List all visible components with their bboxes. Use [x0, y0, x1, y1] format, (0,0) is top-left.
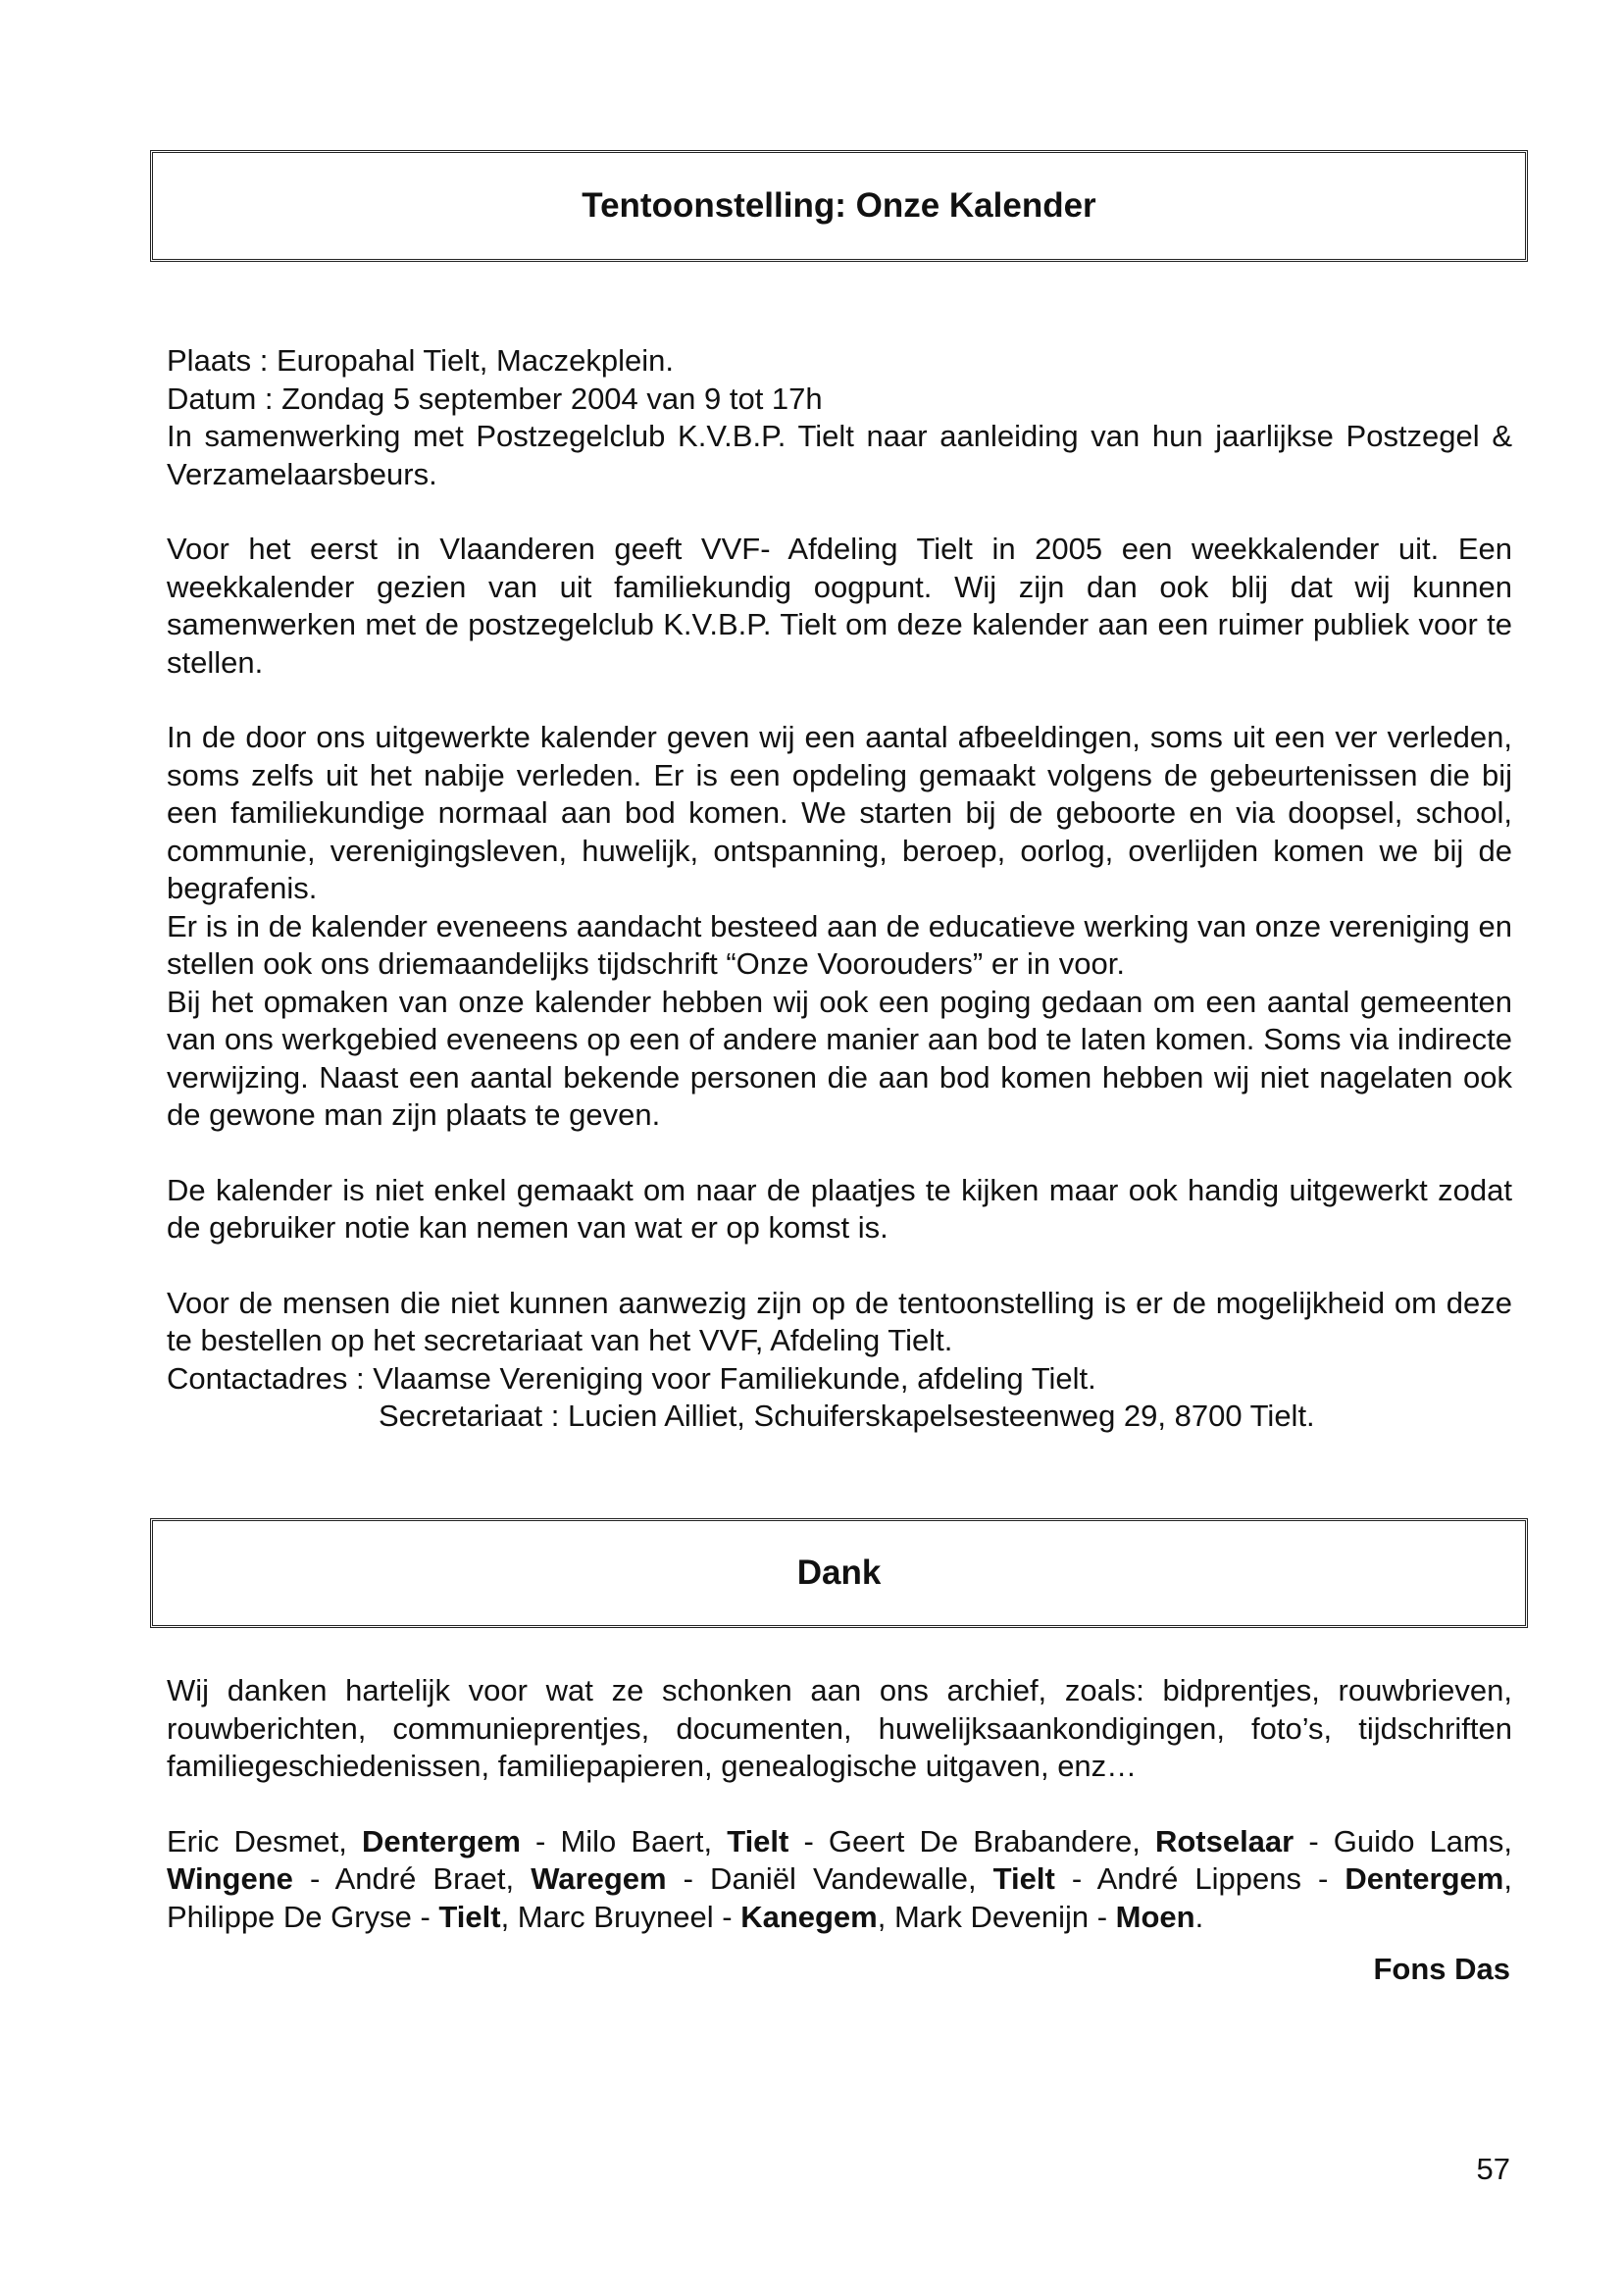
donor-name: - André Lippens -	[1054, 1861, 1345, 1896]
donor-place: Waregem	[531, 1861, 667, 1896]
donor-place: Tielt	[992, 1861, 1055, 1896]
donor-place: Dentergem	[1345, 1861, 1504, 1896]
donor-name: - Guido Lams,	[1294, 1823, 1512, 1858]
info-plaats: Plaats : Europahal Tielt, Maczekplein.	[167, 343, 674, 378]
paragraph-bestellen: Voor de mensen die niet kunnen aanwezig zijn op de tentoonstelling is er de mogelijkheid om deze te bestellen op het secretariaat van het VVF, Afdeling Tielt.	[167, 1285, 1512, 1357]
section-title-box-tentoonstelling	[150, 150, 1528, 262]
donor-place: Tielt	[727, 1823, 789, 1858]
section-body-dank	[167, 1672, 1512, 1936]
paragraph-kalender-gebruik: De kalender is niet enkel gemaakt om naar de plaatjes te kijken maar ook handig uitgewerkt zodat de gebruiker notie kan nemen van wat er op komst is.	[167, 1172, 1512, 1245]
donor-name: Eric Desmet,	[167, 1823, 362, 1858]
donor-name: - Milo Baert,	[520, 1823, 728, 1858]
donor-place: Kanegem	[740, 1899, 878, 1934]
donor-place: Rotselaar	[1154, 1823, 1294, 1858]
donor-name: - Daniël Vandewalle,	[666, 1861, 993, 1896]
page-number: 57	[1476, 2152, 1510, 2186]
donor-name: - André Braet,	[292, 1861, 532, 1896]
thanks-intro: Wij danken hartelijk voor wat ze schonken aan ons archief, zoals: bidprentjes, rouwbrieven, rouwberichten, communieprentjes, documenten, huwelijksaankondigingen, foto’s, tijdschriften familiegeschiedenissen, familiepapieren, genealogische uitgaven, enz…	[167, 1673, 1512, 1783]
signature: Fons Das	[1373, 1952, 1510, 1986]
donor-place: Moen	[1115, 1899, 1195, 1934]
donor-name: , Marc Bruyneel -	[500, 1899, 741, 1934]
paragraph-kalender-gemeenten: Bij het opmaken van onze kalender hebben wij ook een poging gedaan om een aantal gemeenten van ons werkgebied eveneens op een of andere manier aan bod te laten komen. Soms via indirecte verwijzing. Naast een aantal bekende personen die aan bod komen hebben wij niet nagelaten ook de gewone man zijn plaats te geven.	[167, 984, 1512, 1132]
paragraph-intro: Voor het eerst in Vlaanderen geeft VVF- Afdeling Tielt in 2005 een weekkalender uit. Een weekkalender gezien van uit familiekundig oogpunt. Wij zijn dan ook blij dat wij kunnen samenwerken met de postzegelclub K.V.B.P. Tielt om deze kalender aan een ruimer publiek voor te stellen.	[167, 532, 1512, 680]
info-samenwerking: In samenwerking met Postzegelclub K.V.B.P. Tielt naar aanleiding van hun jaarlijkse Postzegel & Verzamelaarsbeurs.	[167, 419, 1512, 491]
donor-name: , Mark Devenijn -	[877, 1899, 1116, 1934]
donor-list	[167, 1823, 1512, 1937]
contact-address: Contactadres : Vlaamse Vereniging voor Familiekunde, afdeling Tielt.	[167, 1360, 1096, 1396]
info-datum: Datum : Zondag 5 september 2004 van 9 tot 17h	[167, 381, 823, 416]
section-body-tentoonstelling	[167, 342, 1512, 1436]
section-title-dank: Dank	[796, 1553, 882, 1592]
section-title-box-dank	[150, 1518, 1528, 1628]
donor-name: , Philippe De Gryse -	[167, 1861, 1512, 1934]
donor-place: Tielt	[438, 1899, 501, 1934]
donor-place: Wingene	[167, 1861, 293, 1896]
donor-place: Dentergem	[362, 1823, 521, 1858]
donor-list-end: .	[1194, 1899, 1204, 1934]
section-title-tentoonstelling: Tentoonstelling: Onze Kalender	[582, 186, 1096, 225]
secretariaat-address: Secretariaat : Lucien Ailliet, Schuiferskapelsesteenweg 29, 8700 Tielt.	[379, 1399, 1315, 1433]
paragraph-kalender-educatief: Er is in de kalender eveneens aandacht besteed aan de educatieve werking van onze vereniging en stellen ook ons driemaandelijks tijdschrift “Onze Voorouders” er in voor.	[167, 908, 1512, 981]
paragraph-kalender-opdeling: In de door ons uitgewerkte kalender geven wij een aantal afbeeldingen, soms uit een ver verleden, soms zelfs uit het nabije verleden. Er is een opdeling gemaakt volgens de gebeurtenissen die bij een familiekundige normaal aan bod komen. We starten bij de geboorte en via doopsel, school, communie, verenigingsleven, huwelijk, ontspanning, beroep, oorlog, overlijden komen we bij de begrafenis.	[167, 720, 1512, 905]
donor-name: - Geert De Brabandere,	[788, 1823, 1155, 1858]
